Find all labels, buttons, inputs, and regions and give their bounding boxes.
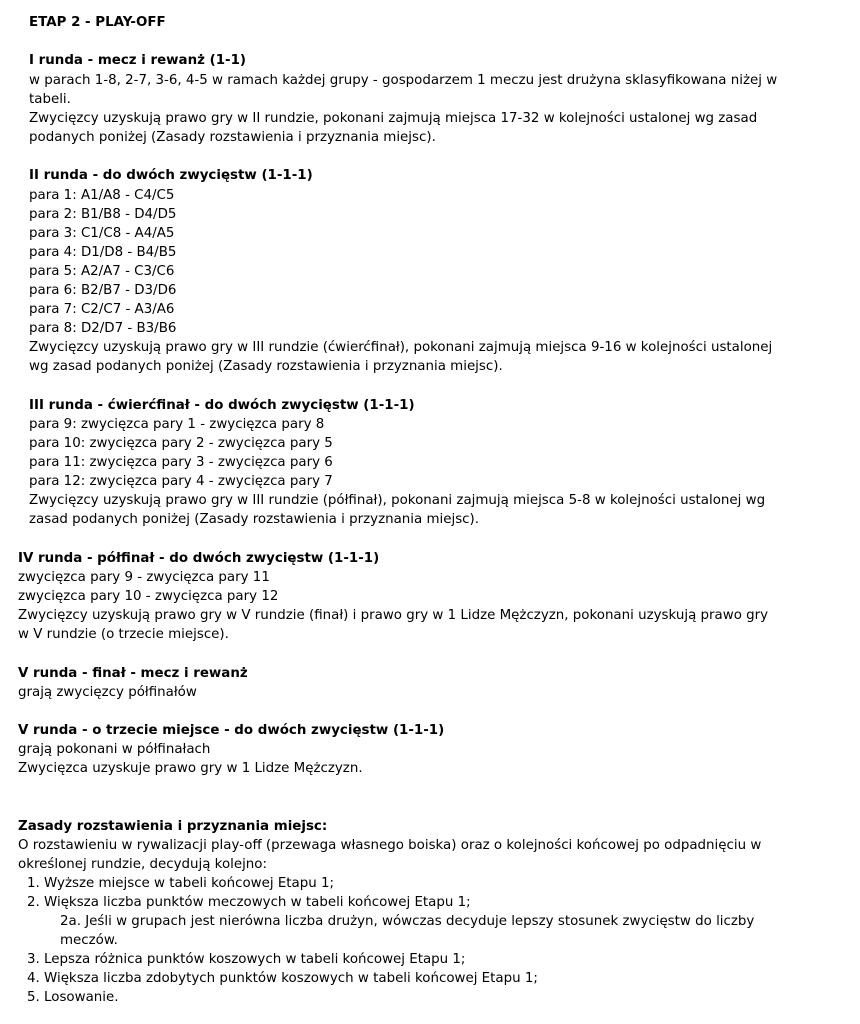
round-3-title: III runda - ćwierćfinał - do dwóch zwycięstw (1-1-1) bbox=[29, 398, 415, 413]
round-4-title: IV runda - półfinał - do dwóch zwycięstw (1-1-1) bbox=[18, 551, 380, 566]
rules-title: Zasady rozstawienia i przyznania miejsc: bbox=[18, 819, 328, 834]
document-heading: ETAP 2 - PLAY-OFF bbox=[29, 15, 166, 30]
round-2-pair: para 3: C1/C8 - A4/A5 bbox=[29, 226, 175, 241]
round-3-note: Zwycięzcy uzyskują prawo gry w III rundzie (półfinał), pokonani zajmują miejsca 5-8 w kolejności ustalonej wg bbox=[29, 493, 766, 508]
round-2-pair: para 6: B2/B7 - D3/D6 bbox=[29, 283, 177, 298]
round-5-final-text: grają zwycięzcy półfinałów bbox=[18, 685, 197, 700]
rules-item: 3. Lepsza różnica punktów koszowych w tabeli końcowej Etapu 1; bbox=[27, 952, 466, 967]
round-2-note: Zwycięzcy uzyskują prawo gry w III rundzie (ćwierćfinał), pokonani zajmują miejsca 9-16 w kolejności ustalonej bbox=[29, 340, 773, 355]
round-2-pair: para 5: A2/A7 - C3/C6 bbox=[29, 264, 175, 279]
round-5-final-title: V runda - finał - mecz i rewanż bbox=[18, 666, 248, 681]
rules-subitem: meczów. bbox=[60, 933, 118, 948]
rules-intro: określonej rundzie, decydują kolejno: bbox=[18, 857, 268, 872]
round-3-pair: para 12: zwycięzca pary 4 - zwycięzca pary 7 bbox=[29, 474, 333, 489]
round-4-pair: zwycięzca pary 10 - zwycięzca pary 12 bbox=[18, 589, 279, 604]
rules-item: 5. Losowanie. bbox=[27, 990, 119, 1005]
round-1-title: I runda - mecz i rewanż (1-1) bbox=[29, 53, 247, 68]
round-4-note: w V rundzie (o trzecie miejsce). bbox=[18, 627, 229, 642]
round-1-note: Zwycięzcy uzyskują prawo gry w II rundzie, pokonani zajmują miejsca 17-32 w kolejności ustalonej wg zasad bbox=[29, 111, 758, 126]
round-2-title: II runda - do dwóch zwycięstw (1-1-1) bbox=[29, 168, 313, 183]
round-3-pair: para 9: zwycięzca pary 1 - zwycięzca pary 8 bbox=[29, 417, 325, 432]
round-3-note: zasad podanych poniżej (Zasady rozstawienia i przyznania miejsc). bbox=[29, 512, 480, 527]
rules-item: 1. Wyższe miejsce w tabeli końcowej Etapu 1; bbox=[27, 876, 335, 891]
round-2-pair: para 1: A1/A8 - C4/C5 bbox=[29, 188, 175, 203]
round-3-pair: para 11: zwycięzca pary 3 - zwycięzca pary 6 bbox=[29, 455, 333, 470]
round-1-description: w parach 1-8, 2-7, 3-6, 4-5 w ramach każdej grupy - gospodarzem 1 meczu jest drużyna sklasyfikowana niżej w bbox=[29, 73, 778, 88]
round-2-pair: para 2: B1/B8 - D4/D5 bbox=[29, 207, 177, 222]
rules-item: 2. Większa liczba punktów meczowych w tabeli końcowej Etapu 1; bbox=[27, 895, 471, 910]
rules-subitem: 2a. Jeśli w grupach jest nierówna liczba drużyn, wówczas decyduje lepszy stosunek zwycięstw do liczby bbox=[60, 914, 755, 929]
round-2-pair: para 4: D1/D8 - B4/B5 bbox=[29, 245, 177, 260]
rules-item: 4. Większa liczba zdobytych punktów koszowych w tabeli końcowej Etapu 1; bbox=[27, 971, 538, 986]
rules-intro: O rozstawieniu w rywalizacji play-off (przewaga własnego boiska) oraz o kolejności końcowej po odpadnięciu w bbox=[18, 838, 762, 853]
round-3-pair: para 10: zwycięzca pary 2 - zwycięzca pary 5 bbox=[29, 436, 333, 451]
round-4-pair: zwycięzca pary 9 - zwycięzca pary 11 bbox=[18, 570, 270, 585]
round-5-third-place-title: V runda - o trzecie miejsce - do dwóch zwycięstw (1-1-1) bbox=[18, 723, 445, 738]
round-5-third-place-note: Zwycięzca uzyskuje prawo gry w 1 Lidze Mężczyzn. bbox=[18, 761, 363, 776]
round-1-note: podanych poniżej (Zasady rozstawienia i przyznania miejsc). bbox=[29, 130, 436, 145]
round-5-third-place-text: grają pokonani w półfinałach bbox=[18, 742, 211, 757]
round-4-note: Zwycięzcy uzyskują prawo gry w V rundzie (finał) i prawo gry w 1 Lidze Mężczyzn, pokonani uzyskują prawo gry bbox=[18, 608, 769, 623]
round-2-pair: para 8: D2/D7 - B3/B6 bbox=[29, 321, 177, 336]
round-2-note: wg zasad podanych poniżej (Zasady rozstawienia i przyznania miejsc). bbox=[29, 359, 503, 374]
round-1-description: tabeli. bbox=[29, 92, 71, 107]
round-2-pair: para 7: C2/C7 - A3/A6 bbox=[29, 302, 175, 317]
